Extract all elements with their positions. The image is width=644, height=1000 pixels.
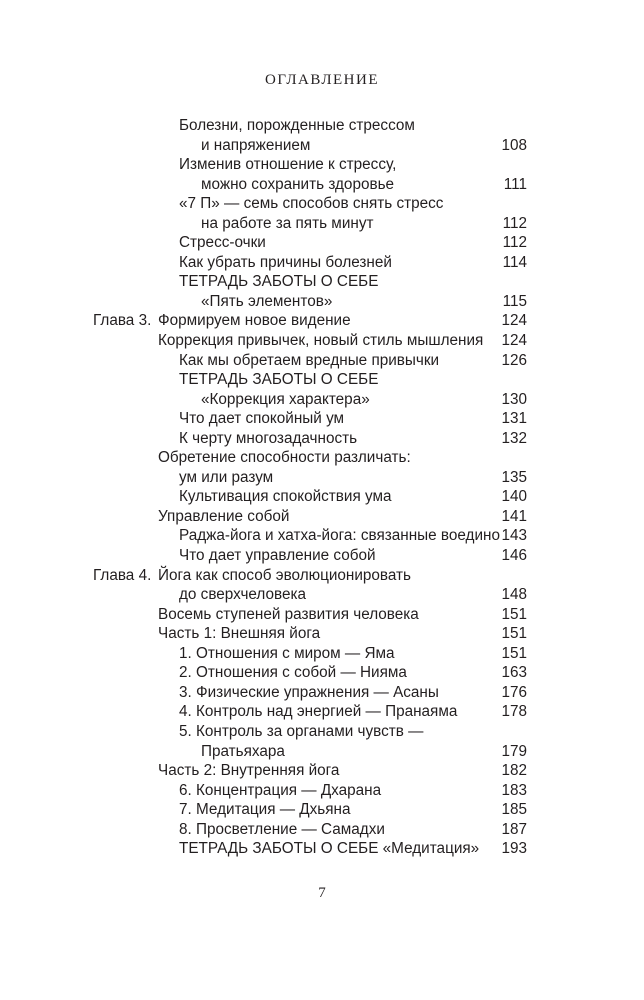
toc-entry-title: на работе за пять минут xyxy=(201,214,374,232)
toc-entry xyxy=(0,546,644,566)
toc-entry-page: 124 xyxy=(501,332,527,350)
toc-entry-title: Что дает управление собой xyxy=(179,547,376,565)
toc-entry-page: 179 xyxy=(501,742,527,760)
toc-entry-page: 108 xyxy=(501,136,527,154)
toc-entry-page: 187 xyxy=(501,820,527,838)
toc-entry xyxy=(0,116,644,136)
toc-entry-title: 2. Отношения с собой — Нияма xyxy=(179,664,407,682)
toc-entry-page: 151 xyxy=(501,644,527,662)
toc-entry xyxy=(0,370,644,390)
toc-entry xyxy=(0,683,644,703)
toc-entry xyxy=(0,663,644,683)
toc-entry-page: 148 xyxy=(501,586,527,604)
chapter-label: Глава 4. xyxy=(93,566,152,584)
toc-entry xyxy=(0,507,644,527)
toc-entry xyxy=(0,292,644,312)
toc-entry-title: 3. Физические упражнения — Асаны xyxy=(179,683,439,701)
toc-entry xyxy=(0,429,644,449)
toc-entry-title: Раджа-йога и хатха-йога: связанные воедино xyxy=(179,527,500,545)
toc-entry xyxy=(0,800,644,820)
toc-entry-page: 114 xyxy=(502,253,527,271)
toc-entry xyxy=(0,214,644,234)
toc-entry-page: 178 xyxy=(501,703,527,721)
toc-entry xyxy=(0,175,644,195)
toc-entry-title: Пратьяхара xyxy=(201,742,285,760)
toc-entry-page: 151 xyxy=(501,625,527,643)
toc-entry-title: ТЕТРАДЬ ЗАБОТЫ О СЕБЕ xyxy=(179,273,379,291)
toc-entry-title: 1. Отношения с миром — Яма xyxy=(179,644,395,662)
toc-entry xyxy=(0,409,644,429)
toc-entry-page: 141 xyxy=(501,507,527,525)
toc-entry-title: Как мы обретаем вредные привычки xyxy=(179,351,440,369)
toc-entry xyxy=(0,155,644,175)
toc-entry xyxy=(0,194,644,214)
toc-entry-title: Как убрать причины болезней xyxy=(179,253,392,271)
toc-entry-title: 6. Концентрация — Дхарана xyxy=(179,781,382,799)
toc-entry xyxy=(0,585,644,605)
toc-entry-page: 112 xyxy=(502,234,527,252)
toc-entry-title: до сверхчеловека xyxy=(179,586,307,604)
toc-entry xyxy=(0,351,644,371)
toc-entry xyxy=(0,272,644,292)
toc-entry-title: Восемь ступеней развития человека xyxy=(158,605,419,623)
toc-entry xyxy=(0,781,644,801)
chapter-label: Глава 3. xyxy=(93,312,152,330)
toc-entry-title: 5. Контроль за органами чувств — xyxy=(179,722,424,740)
toc-entry-page: 151 xyxy=(501,605,527,623)
toc-entry xyxy=(0,468,644,488)
toc-entry xyxy=(0,233,644,253)
toc-entry-title: Что дает спокойный ум xyxy=(179,410,345,428)
toc-entry-title: ТЕТРАДЬ ЗАБОТЫ О СЕБЕ xyxy=(179,371,379,389)
toc-entry-title: Управление собой xyxy=(158,507,290,525)
toc-entry-page: 140 xyxy=(501,488,527,506)
toc-entry-page: 130 xyxy=(501,390,527,408)
toc-entry xyxy=(0,702,644,722)
toc-entry-title: Формируем новое видение xyxy=(158,312,351,330)
toc-entry xyxy=(0,448,644,468)
toc-entry xyxy=(0,624,644,644)
toc-entry-page: 124 xyxy=(501,312,527,330)
toc-entry-title: 4. Контроль над энергией — Пранаяма xyxy=(179,703,458,721)
toc-entry-page: 185 xyxy=(501,801,527,819)
toc-entry xyxy=(0,605,644,625)
toc-entry-title: Культивация спокойствия ума xyxy=(179,488,392,506)
toc-entry-page: 183 xyxy=(501,781,527,799)
toc-entry-title: и напряжением xyxy=(201,136,311,154)
toc-entry-page: 115 xyxy=(502,292,527,310)
toc-entry-title: Болезни, порожденные стрессом xyxy=(179,117,415,134)
toc-entry-title: Коррекция привычек, новый стиль мышления xyxy=(158,332,484,350)
toc-entry-title: ум или разум xyxy=(179,468,274,486)
toc-entry xyxy=(0,311,644,331)
toc-entry-page: 176 xyxy=(501,683,527,701)
toc-entry-page: 112 xyxy=(502,214,527,232)
toc-entry xyxy=(0,487,644,507)
toc-entry-title: Обретение способности различать: xyxy=(158,449,411,467)
toc-entry xyxy=(0,644,644,664)
toc-entry-page: 111 xyxy=(503,175,527,193)
toc-entry-title: Стресс-очки xyxy=(179,234,266,252)
toc-entry xyxy=(0,253,644,273)
toc-entry-page: 132 xyxy=(501,429,527,447)
toc-entry xyxy=(0,390,644,410)
toc-entry-title: Йога как способ эволюционировать xyxy=(158,566,412,584)
toc-entry xyxy=(0,331,644,351)
toc-entry xyxy=(0,839,644,859)
toc-entry xyxy=(0,136,644,156)
toc-entry-title: «Пять элементов» xyxy=(201,292,333,310)
table-of-contents xyxy=(0,116,644,859)
toc-entry xyxy=(0,820,644,840)
toc-entry xyxy=(0,761,644,781)
toc-entry-page: 146 xyxy=(501,547,527,565)
page-title: ОГЛАВЛЕНИЕ xyxy=(265,72,379,88)
toc-entry-title: К черту многозадачность xyxy=(179,429,358,447)
toc-entry xyxy=(0,566,644,586)
toc-entry-page: 131 xyxy=(501,410,527,428)
toc-entry-title: «Коррекция характера» xyxy=(201,390,370,408)
page-number: 7 xyxy=(318,885,326,901)
toc-entry-page: 163 xyxy=(501,664,527,682)
toc-entry-page: 193 xyxy=(501,840,527,858)
toc-entry-title: ТЕТРАДЬ ЗАБОТЫ О СЕБЕ «Медитация» xyxy=(179,840,480,858)
toc-entry-page: 135 xyxy=(501,468,527,486)
toc-entry-title: Часть 1: Внешняя йога xyxy=(158,625,321,643)
toc-entry-title: 8. Просветление — Самадхи xyxy=(179,820,385,838)
toc-entry xyxy=(0,526,644,546)
toc-entry xyxy=(0,722,644,742)
toc-entry-title: Изменив отношение к стрессу, xyxy=(179,156,397,174)
toc-entry-title: можно сохранить здоровье xyxy=(201,175,395,193)
toc-entry-title: Часть 2: Внутренняя йога xyxy=(158,762,340,780)
toc-entry-title: 7. Медитация — Дхьяна xyxy=(179,801,351,819)
toc-entry-page: 143 xyxy=(501,527,527,545)
toc-entry-title: «7 П» — семь способов снять стресс xyxy=(179,195,444,213)
toc-entry-page: 182 xyxy=(501,762,527,780)
toc-entry-page: 126 xyxy=(501,351,527,369)
toc-entry xyxy=(0,742,644,762)
